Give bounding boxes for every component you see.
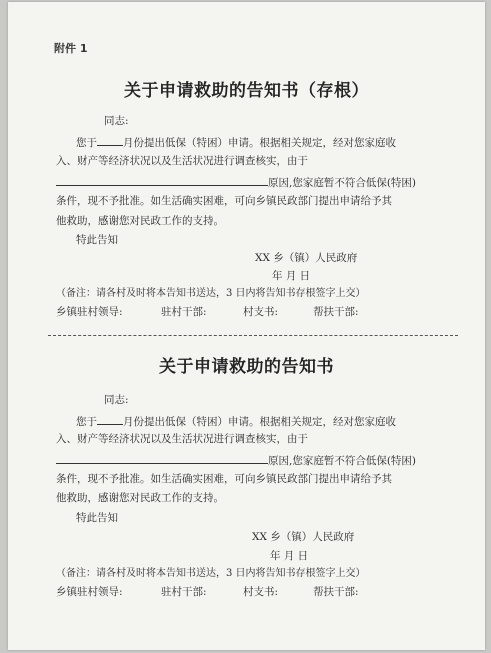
notice-signature-row [56, 585, 359, 599]
stub-paragraph-line-3 [56, 174, 416, 190]
notice-para3-rest: 原因,您家庭暂不符合低保(特困) [268, 455, 417, 467]
stub-title: 关于申请救助的告知书（存根） [124, 81, 369, 101]
notice-para1-rest: 月份提出低保（特困）申请。根据相关规定，经对您家庭收 [123, 416, 396, 428]
stub-paragraph-line-1 [76, 134, 396, 150]
cut-line-divider [48, 335, 458, 336]
notice-issuer: XX 乡（镇）人民政府 [252, 531, 355, 543]
notice-sig-village-cadre: 驻村干部: [161, 586, 207, 598]
attachment-label: 附件 1 [54, 42, 88, 55]
stub-sig-town-leader: 乡镇驻村领导: [56, 306, 123, 318]
notice-sig-helper: 帮扶干部: [313, 586, 359, 598]
stub-sig-secretary: 村支书: [243, 306, 279, 318]
notice-paragraph-line-5: 他救助，感谢您对民政工作的支持。 [56, 492, 224, 504]
stub-signature-row [56, 305, 359, 319]
notice-notice: 特此告知 [76, 512, 118, 524]
notice-para1-prefix: 您于 [76, 416, 97, 428]
stub-salutation: 同志: [104, 115, 129, 127]
stub-notice: 特此告知 [76, 234, 118, 246]
stub-paragraph-line-2: 入、财产等经济状况以及生活状况进行调查核实，由于 [56, 155, 308, 167]
notice-reason-blank [56, 452, 268, 464]
notice-paragraph-line-4: 条件，现不予批准。如生活确实困难，可向乡镇民政部门提出申请给予其 [56, 473, 392, 485]
stub-reason-blank [56, 174, 268, 186]
notice-paragraph-line-2: 入、财产等经济状况以及生活状况进行调查核实，由于 [56, 433, 308, 445]
notice-month-blank [97, 413, 123, 425]
notice-note: （备注：请各村及时将本告知书送达，3 日内将告知书存根签字上交） [56, 568, 366, 579]
stub-paragraph-line-5: 他救助，感谢您对民政工作的支持。 [56, 215, 224, 227]
stub-month-blank [97, 134, 123, 146]
document-page [8, 2, 485, 650]
stub-sig-village-cadre: 驻村干部: [161, 306, 207, 318]
stub-para1-rest: 月份提出低保（特困）申请。根据相关规定，经对您家庭收 [123, 137, 396, 149]
stub-note: （备注：请各村及时将本告知书送达，3 日内将告知书存根签字上交） [56, 288, 366, 299]
stub-para1-prefix: 您于 [76, 137, 97, 149]
stub-para3-rest: 原因,您家庭暂不符合低保(特困) [268, 177, 417, 189]
notice-salutation: 同志: [104, 394, 129, 406]
notice-date: 年 月 日 [270, 550, 309, 562]
notice-sig-town-leader: 乡镇驻村领导: [56, 586, 123, 598]
notice-paragraph-line-3 [56, 452, 416, 468]
notice-paragraph-line-1 [76, 413, 396, 429]
stub-paragraph-line-4: 条件，现不予批准。如生活确实困难，可向乡镇民政部门提出申请给予其 [56, 195, 392, 207]
notice-sig-secretary: 村支书: [243, 586, 279, 598]
stub-date: 年 月 日 [272, 270, 311, 282]
stub-sig-helper: 帮扶干部: [313, 306, 359, 318]
notice-title: 关于申请救助的告知书 [159, 357, 334, 377]
stub-issuer: XX 乡（镇）人民政府 [255, 252, 358, 264]
